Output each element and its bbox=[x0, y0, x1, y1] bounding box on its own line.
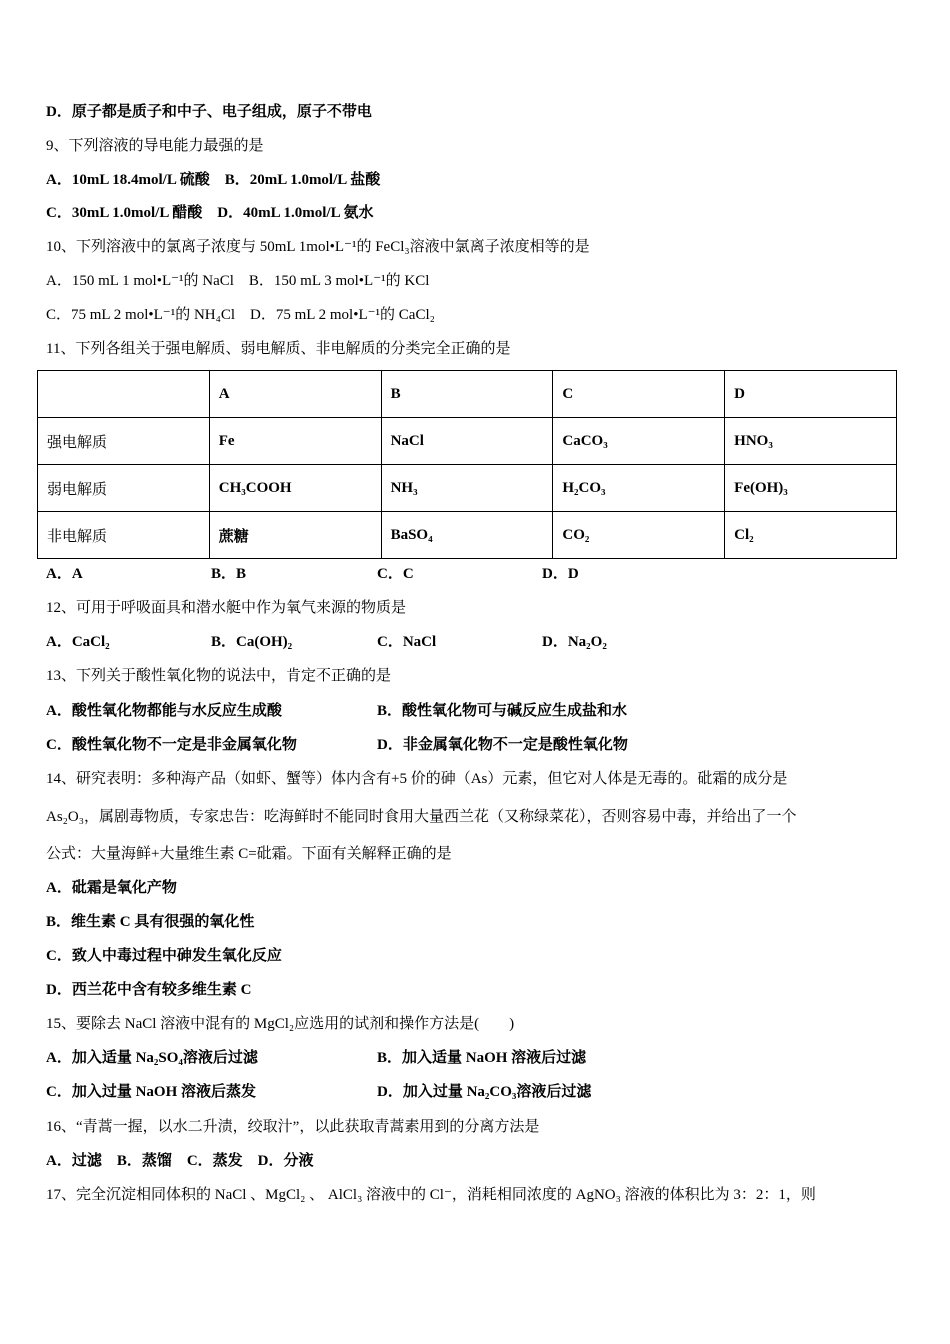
table-cell: NaCl bbox=[381, 418, 553, 465]
question-13: 13、下列关于酸性氧化物的说法中，肯定不正确的是 bbox=[46, 668, 392, 684]
table-cell: BaSO₄ bbox=[381, 512, 553, 559]
table-cell: CaCO₃ bbox=[553, 418, 725, 465]
q14-option-c: C．致人中毒过程中砷发生氧化反应 bbox=[46, 948, 282, 964]
table-cell: 强电解质 bbox=[38, 418, 210, 465]
table-cell: 非电解质 bbox=[38, 512, 210, 559]
q15-option-b: B．加入适量 NaOH 溶液后过滤 bbox=[377, 1050, 587, 1066]
question-9: 9、下列溶液的导电能力最强的是 bbox=[46, 138, 264, 154]
q11-option-d: D．D bbox=[542, 566, 579, 582]
table-cell: 弱电解质 bbox=[38, 465, 210, 512]
q9-options-ab: A．10mL 18.4mol/L 硫酸 B．20mL 1.0mol/L 盐酸 bbox=[46, 172, 381, 188]
q10-options-cd: C．75 mL 2 mol•L⁻¹的 NH₄Cl D．75 mL 2 mol•L⁻¹的 CaCl₂ bbox=[46, 307, 435, 323]
table-row bbox=[38, 465, 897, 512]
table-cell: A bbox=[209, 371, 381, 418]
question-12: 12、可用于呼吸面具和潜水艇中作为氧气来源的物质是 bbox=[46, 600, 407, 616]
table-cell: HNO₃ bbox=[725, 418, 897, 465]
table-cell bbox=[38, 371, 210, 418]
q11-option-a: A．A bbox=[46, 566, 83, 582]
q14-option-a: A．砒霜是氧化产物 bbox=[46, 880, 177, 896]
q12-option-d: D．Na₂O₂ bbox=[542, 634, 607, 650]
question-15: 15、要除去 NaCl 溶液中混有的 MgCl₂应选用的试剂和操作方法是( ) bbox=[46, 1016, 515, 1032]
q12-option-a: A．CaCl₂ bbox=[46, 634, 110, 650]
question-14-line3: 公式：大量海鲜+大量维生素 C=砒霜。下面有关解释正确的是 bbox=[46, 846, 452, 862]
q11-option-b: B．B bbox=[211, 566, 247, 582]
q15-option-a: A．加入适量 Na₂SO₄溶液后过滤 bbox=[46, 1050, 258, 1066]
q8-option-d: D．原子都是质子和中子、电子组成，原子不带电 bbox=[46, 104, 372, 120]
q15-option-c: C．加入过量 NaOH 溶液后蒸发 bbox=[46, 1084, 257, 1100]
q13-option-c: C．酸性氧化物不一定是非金属氧化物 bbox=[46, 737, 297, 753]
q11-option-c: C．C bbox=[377, 566, 414, 582]
table-cell: C bbox=[553, 371, 725, 418]
question-10: 10、下列溶液中的氯离子浓度与 50mL 1mol•L⁻¹的 FeCl₃溶液中氯离子浓度相等的是 bbox=[46, 239, 590, 255]
q10-options-ab: A．150 mL 1 mol•L⁻¹的 NaCl B．150 mL 3 mol•L⁻¹的 KCl bbox=[46, 273, 430, 289]
table-row bbox=[38, 512, 897, 559]
table-cell: Cl₂ bbox=[725, 512, 897, 559]
q14-option-b: B．维生素 C 具有很强的氧化性 bbox=[46, 914, 255, 930]
q16-options: A．过滤 B．蒸馏 C．蒸发 D．分液 bbox=[46, 1153, 314, 1169]
question-17: 17、完全沉淀相同体积的 NaCl 、MgCl₂ 、 AlCl₃ 溶液中的 Cl⁻，消耗相同浓度的 AgNO₃ 溶液的体积比为 3：2：1，则 bbox=[46, 1187, 816, 1203]
table-row bbox=[38, 418, 897, 465]
q14-option-d: D．西兰花中含有较多维生素 C bbox=[46, 982, 252, 998]
question-14-line1: 14、研究表明：多种海产品（如虾、蟹等）体内含有+5 价的砷（As）元素，但它对人体是无毒的。砒霜的成分是 bbox=[46, 771, 788, 787]
table-cell: NH₃ bbox=[381, 465, 553, 512]
table-header-row bbox=[38, 371, 897, 418]
electrolyte-table bbox=[37, 370, 897, 559]
question-16: 16、“青蒿一握，以水二升渍，绞取汁”，以此获取青蒿素用到的分离方法是 bbox=[46, 1119, 540, 1135]
q12-option-c: C．NaCl bbox=[377, 634, 437, 650]
q13-option-d: D．非金属氧化物不一定是酸性氧化物 bbox=[377, 737, 628, 753]
q15-option-d: D．加入过量 Na₂CO₃溶液后过滤 bbox=[377, 1084, 592, 1100]
q13-option-a: A．酸性氧化物都能与水反应生成酸 bbox=[46, 703, 282, 719]
table-cell: Fe(OH)₃ bbox=[725, 465, 897, 512]
table-cell: CO₂ bbox=[553, 512, 725, 559]
table-cell: CH₃COOH bbox=[209, 465, 381, 512]
question-14-line2: As₂O₃，属剧毒物质，专家忠告：吃海鲜时不能同时食用大量西兰花（又称绿菜花），否则容易中毒，并给出了一个 bbox=[46, 809, 797, 825]
question-11: 11、下列各组关于强电解质、弱电解质、非电解质的分类完全正确的是 bbox=[46, 341, 511, 357]
table-cell: H₂CO₃ bbox=[553, 465, 725, 512]
table-cell: Fe bbox=[209, 418, 381, 465]
q13-option-b: B．酸性氧化物可与碱反应生成盐和水 bbox=[377, 703, 628, 719]
table-cell: D bbox=[725, 371, 897, 418]
q12-option-b: B．Ca(OH)₂ bbox=[211, 634, 293, 650]
table-cell: B bbox=[381, 371, 553, 418]
q9-options-cd: C．30mL 1.0mol/L 醋酸 D．40mL 1.0mol/L 氨水 bbox=[46, 205, 374, 221]
table-cell: 蔗糖 bbox=[209, 512, 381, 559]
